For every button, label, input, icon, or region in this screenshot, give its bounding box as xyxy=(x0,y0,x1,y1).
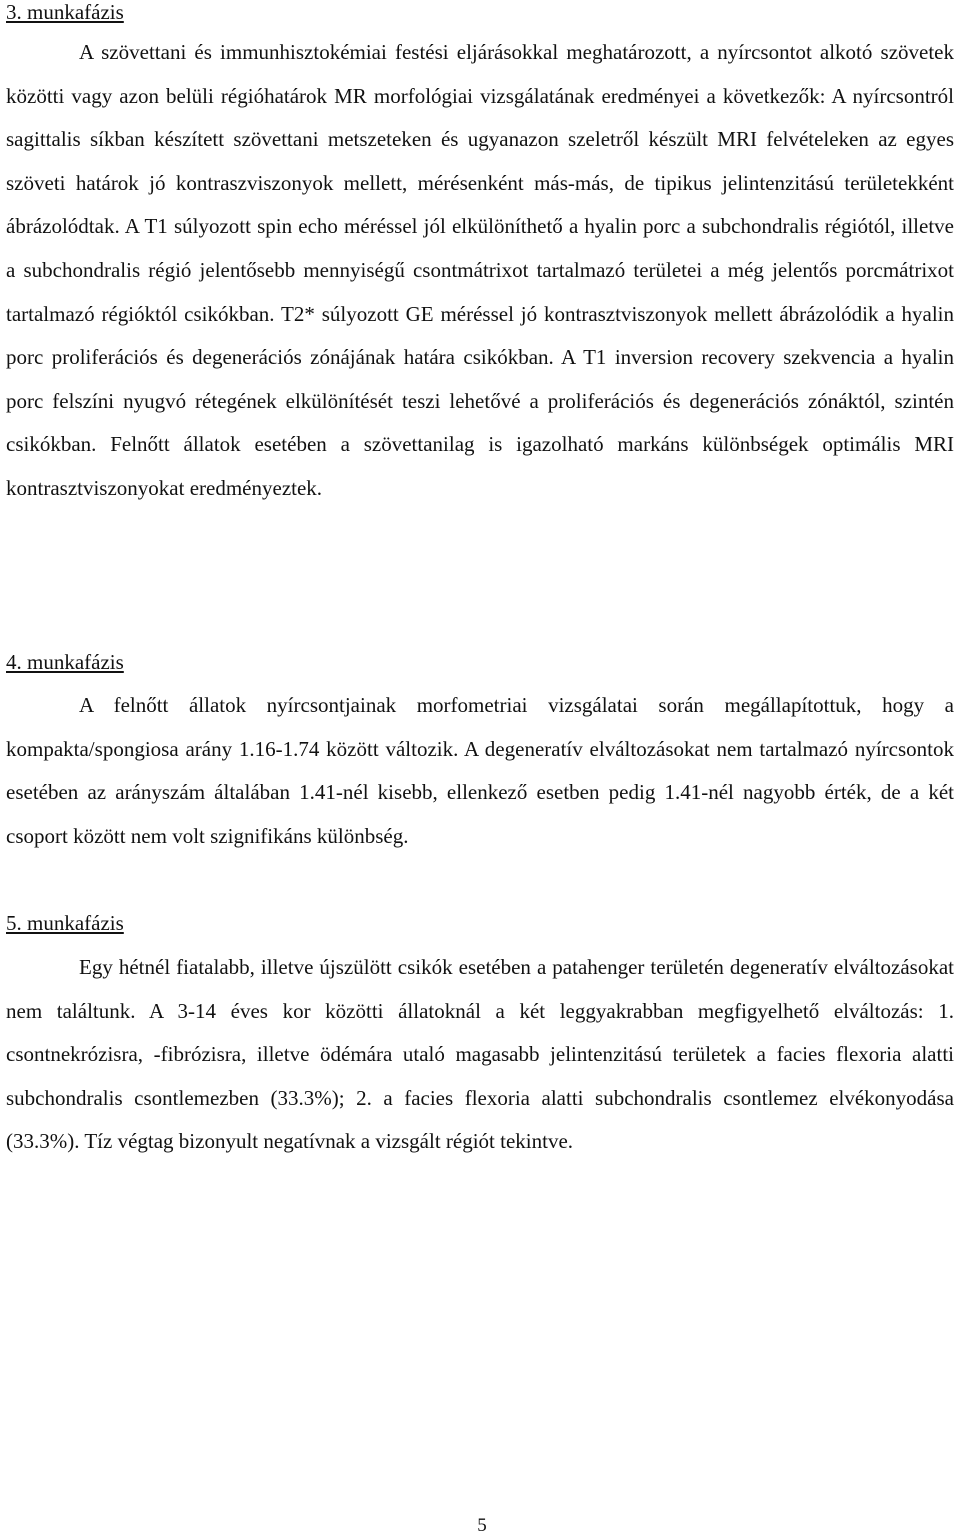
section-phase-4 xyxy=(6,651,954,858)
section-paragraph: A felnőtt állatok nyírcsontjainak morfometriai vizsgálatai során megállapítottuk, hogy a kompakta/spongiosa arány 1.16-1.74 között változik. A degeneratív elváltozásokat nem tartalmazó nyírcsontok esetében az arányszám általában 1.41-nél kisebb, ellenkező esetben pedig 1.41-nél nagyobb érték, de a két csoport között nem volt szignifikáns különbség. xyxy=(6,693,954,848)
section-paragraph: Egy hétnél fiatalabb, illetve újszülött csikók esetében a patahenger területén degeneratív elváltozásokat nem találtunk. A 3-14 éves kor közötti állatoknál a két leggyakrabban megfigyelhető elváltozás: 1. csontnekrózisra, -fibrózisra, illetve ödémára utaló magasabb jelintenzitású területek a facies flexoria alatti subchondralis csontlemezben (33.3%); 2. a facies flexoria alatti subchondralis csontlemez elvékonyodása (33.3%). Tíz végtag bizonyult negatívnak a vizsgált régiót tekintve. xyxy=(6,955,954,1154)
section-phase-3 xyxy=(6,1,954,511)
section-heading: 3. munkafázis xyxy=(6,0,124,24)
section-heading: 5. munkafázis xyxy=(6,911,124,935)
section-heading: 4. munkafázis xyxy=(6,650,124,674)
section-paragraph: A szövettani és immunhisztokémiai festési eljárásokkal meghatározott, a nyírcsontot alkotó szövetek közötti vagy azon belüli régióhatárok MR morfológiai vizsgálatának eredményei a következők: A nyírcsontról sagittalis síkban készített szövettani metszeteken és ugyanazon szeletről készült MRI felvételeken az egyes szöveti határok jó kontraszviszonyok mellett, mérésenként más-más, de tipikus jelintenzitású területekként ábrázolódtak. A T1 súlyozott spin echo méréssel jól elkülöníthető a hyalin porc a subchondralis régiótól, illetve a subchondralis régió jelentősebb mennyiségű csontmátrixot tartalmazó területei a még jelentős porcmátrixot tartalmazó régióktól csikókban. T2* súlyozott GE méréssel jó kontrasztviszonyok mellett ábrázolódik a hyalin porc proliferációs és degenerációs zónájának határa csikókban. A T1 inversion recovery szekvencia a hyalin porc felszíni nyugvó rétegének elkülönítését teszi lehetővé a proliferációs és degenerációs zónáktól, szintén csikókban. Felnőtt állatok esetében a szövettanilag is igazolható markáns különbségek optimális MRI kontrasztviszonyokat eredményeztek. xyxy=(6,40,954,500)
section-phase-5 xyxy=(6,912,954,1164)
page-number: 5 xyxy=(477,1515,487,1536)
